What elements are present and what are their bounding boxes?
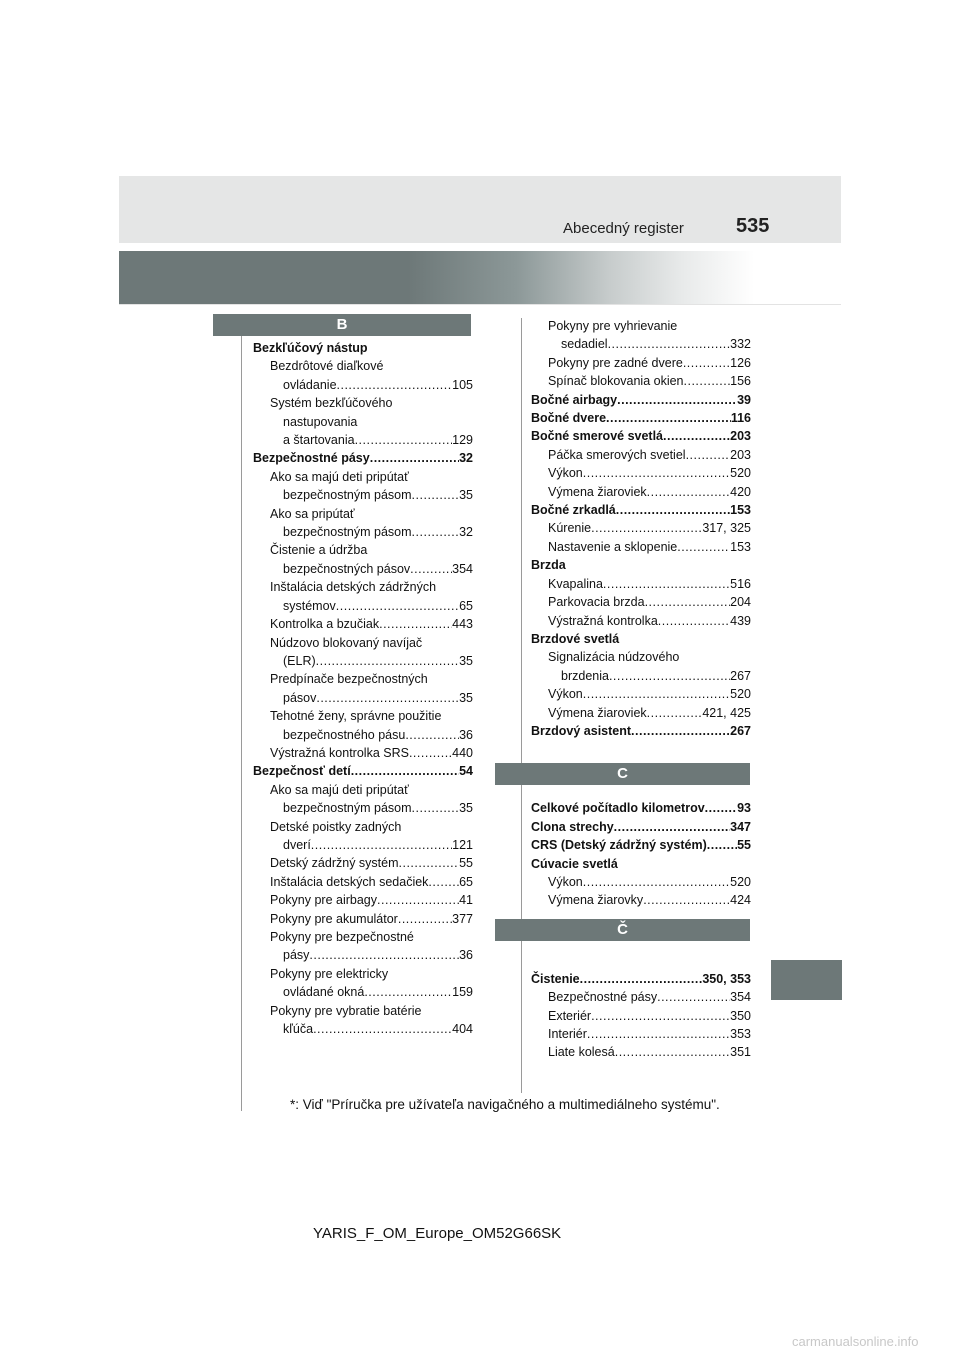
- index-entry: [253, 431, 473, 449]
- entry-label: Detské poistky zadných: [270, 819, 402, 834]
- entry-label: Výmena žiaroviek: [548, 484, 647, 499]
- leader-dots: [428, 670, 473, 688]
- entry-label: Pokyny pre bezpečnostné: [270, 930, 414, 944]
- index-entry: [531, 704, 751, 722]
- entry-page: 440: [452, 745, 473, 760]
- entry-page: 35: [459, 653, 473, 668]
- leader-dots: [316, 689, 459, 707]
- section-header-c-caron: Č: [495, 919, 750, 941]
- index-entry: [531, 855, 751, 873]
- index-entry: [531, 873, 751, 891]
- index-entry: [253, 339, 473, 357]
- leader-dots: [619, 630, 751, 648]
- entry-page: 36: [459, 727, 473, 742]
- entry-label: pásy: [283, 948, 310, 963]
- index-entry: [253, 597, 473, 615]
- entry-label: Bočné smerové svetlá: [531, 429, 664, 444]
- entry-page: 65: [459, 874, 473, 889]
- entry-label: Pokyny pre vyhrievanie: [548, 319, 678, 333]
- leader-dots: [591, 1007, 730, 1025]
- entry-label: Bezpečnostné pásy: [548, 990, 658, 1005]
- index-entry: [253, 689, 473, 707]
- leader-dots: [587, 1025, 730, 1043]
- entry-page: 267: [730, 668, 751, 683]
- entry-page: 203: [730, 429, 751, 444]
- chapter-tab: [771, 960, 842, 1000]
- entry-page: 55: [459, 856, 473, 871]
- entry-page: 516: [730, 576, 751, 591]
- index-entry: [531, 836, 751, 854]
- index-entry: [253, 615, 473, 633]
- entry-label: Pokyny pre akumulátor: [270, 911, 398, 926]
- header-divider: [119, 304, 841, 305]
- entry-label: Výstražná kontrolka: [548, 613, 658, 628]
- entry-label: Výkon: [548, 874, 583, 889]
- leader-dots: [337, 376, 453, 394]
- entry-label: (ELR): [283, 653, 316, 668]
- leader-dots: [409, 468, 473, 486]
- entry-page: 353: [730, 1027, 751, 1041]
- leader-dots: [603, 575, 730, 593]
- leader-dots: [631, 722, 730, 740]
- leader-dots: [684, 372, 731, 390]
- index-entry: [531, 1007, 751, 1025]
- leader-dots: [383, 357, 473, 375]
- entry-page: 520: [730, 874, 751, 889]
- index-entry: [253, 762, 473, 780]
- entry-label: bezpečnostným pásom: [283, 488, 412, 503]
- leader-dots: [422, 634, 473, 652]
- entry-page: 39: [737, 392, 751, 407]
- index-entry: [253, 357, 473, 375]
- index-entry: [253, 818, 473, 836]
- entry-label: pásov: [283, 690, 317, 705]
- entry-label: Brzda: [531, 558, 566, 573]
- index-entry: [531, 891, 751, 909]
- entry-label: Interiér: [548, 1027, 587, 1041]
- leader-dots: [647, 483, 730, 501]
- leader-dots: [645, 593, 731, 611]
- entry-page: 443: [452, 617, 473, 632]
- leader-dots: [368, 339, 473, 357]
- index-entry: [253, 394, 473, 412]
- leader-dots: [606, 409, 731, 427]
- index-entry: [531, 648, 751, 666]
- entry-label: a štartovania: [283, 433, 355, 448]
- leader-dots: [618, 855, 751, 873]
- entry-label: Páčka smerových svetiel: [548, 447, 686, 462]
- watermark: carmanualsonline.info: [792, 1334, 919, 1349]
- index-entry: [253, 799, 473, 817]
- index-entry: [531, 556, 751, 574]
- leader-dots: [412, 523, 460, 541]
- leader-dots: [647, 704, 703, 722]
- entry-label: Spínač blokovania okien: [548, 374, 684, 389]
- index-entry: [253, 707, 473, 725]
- entry-page: 35: [459, 801, 473, 816]
- entry-page: 267: [730, 723, 751, 738]
- entry-page: 347: [730, 819, 751, 834]
- entry-label: bezpečnostným pásom: [283, 525, 412, 540]
- index-entry: [253, 652, 473, 670]
- entry-page: 404: [452, 1022, 473, 1037]
- entry-label: Kvapalina: [548, 576, 603, 591]
- index-entry: [531, 391, 751, 409]
- entry-label: Bezdrôtové diaľkové: [270, 359, 384, 374]
- index-entry: [253, 910, 473, 928]
- entry-page: 126: [730, 355, 751, 370]
- header-bar: [119, 176, 841, 243]
- index-entry: [531, 427, 751, 445]
- index-entry: [253, 1002, 473, 1020]
- entry-label: Výstražná kontrolka SRS: [270, 745, 409, 760]
- entry-page: 332: [730, 337, 751, 352]
- entry-page: 105: [452, 377, 473, 392]
- entry-label: ovládané okná: [283, 985, 365, 1000]
- entry-label: kľúča: [283, 1022, 314, 1037]
- index-entry: [531, 988, 751, 1006]
- index-entry: [531, 464, 751, 482]
- entry-label: brzdenia: [561, 668, 609, 683]
- index-entry: [253, 1020, 473, 1038]
- middle-column-rule: [521, 318, 522, 1093]
- leader-dots: [609, 667, 730, 685]
- index-entry: [531, 575, 751, 593]
- entry-label: Tehotné ženy, správne použitie: [270, 709, 442, 724]
- index-entry: [531, 612, 751, 630]
- leader-dots: [580, 970, 703, 988]
- index-entry: [531, 354, 751, 372]
- index-entry: [531, 1043, 751, 1061]
- entry-label: Celkové počítadlo kilometrov: [531, 801, 705, 816]
- entry-label: Inštalácia detských sedačiek: [270, 874, 429, 889]
- entry-page: 354: [730, 990, 751, 1005]
- section-c: [531, 799, 751, 909]
- leader-dots: [608, 335, 731, 353]
- entry-label: bezpečnostného pásu: [283, 727, 406, 742]
- entry-label: dverí: [283, 837, 311, 852]
- entry-page: 35: [459, 488, 473, 503]
- entry-label: Bezpečnosť detí: [253, 764, 351, 779]
- entry-page: 153: [730, 503, 751, 518]
- index-entry: [531, 593, 751, 611]
- leader-dots: [409, 781, 473, 799]
- entry-label: Kúrenie: [548, 521, 592, 536]
- entry-page: 54: [459, 764, 473, 779]
- leader-dots: [405, 726, 459, 744]
- entry-label: Pokyny pre airbagy: [270, 893, 378, 908]
- entry-page: 420: [730, 484, 751, 499]
- index-entry: [531, 667, 751, 685]
- leader-dots: [677, 538, 730, 556]
- index-entry: [253, 376, 473, 394]
- entry-label: Systém bezkľúčového: [270, 396, 393, 411]
- leader-dots: [421, 1002, 473, 1020]
- entry-label: Výmena žiarovky: [548, 893, 644, 908]
- entry-label: Núdzovo blokovaný navíjač: [270, 635, 423, 650]
- index-entry: [531, 1025, 751, 1043]
- index-entry: [253, 541, 473, 559]
- leader-dots: [441, 707, 473, 725]
- leader-dots: [707, 836, 737, 854]
- entry-label: Výkon: [548, 466, 583, 481]
- entry-page: 129: [452, 433, 473, 448]
- leader-dots: [583, 464, 730, 482]
- index-entry: [531, 446, 751, 464]
- index-entry: [253, 928, 473, 946]
- index-entry: [253, 744, 473, 762]
- entry-label: Exteriér: [548, 1008, 592, 1023]
- footnote: *: Viď "Príručka pre užívateľa navigačného a multimediálneho systému".: [290, 1097, 720, 1112]
- entry-label: sedadiel: [561, 337, 608, 352]
- leader-dots: [414, 928, 473, 946]
- entry-page: 121: [452, 837, 473, 852]
- index-entry: [253, 560, 473, 578]
- index-entry: [253, 781, 473, 799]
- index-entry: [253, 836, 473, 854]
- entry-label: bezpečnostných pásov: [283, 561, 411, 576]
- leader-dots: [367, 541, 473, 559]
- entry-page: 439: [730, 613, 751, 628]
- index-entry: [253, 726, 473, 744]
- leader-dots: [309, 946, 459, 964]
- index-entry: [253, 946, 473, 964]
- section-header-b: B: [213, 314, 471, 336]
- entry-page: 520: [730, 687, 751, 702]
- leader-dots: [683, 354, 730, 372]
- entry-label: Čistenie: [531, 971, 580, 986]
- leader-dots: [388, 965, 473, 983]
- entry-label: nastupovania: [283, 414, 358, 429]
- entry-label: Predpínače bezpečnostných: [270, 672, 428, 687]
- entry-label: Liate kolesá: [548, 1045, 615, 1060]
- entry-page: 93: [737, 801, 751, 816]
- entry-page: 41: [459, 893, 473, 908]
- entry-page: 159: [452, 985, 473, 1000]
- index-entry: [531, 409, 751, 427]
- leader-dots: [311, 836, 452, 854]
- entry-page: 55: [737, 838, 751, 853]
- entry-label: Nastavenie a sklopenie: [548, 539, 678, 554]
- index-entry: [531, 630, 751, 648]
- index-column-right: [531, 317, 751, 1062]
- leader-dots: [663, 427, 730, 445]
- index-entry: [253, 634, 473, 652]
- entry-label: Pokyny pre vybratie batérie: [270, 1003, 422, 1018]
- leader-dots: [370, 449, 459, 467]
- entry-label: Čistenie a údržba: [270, 543, 368, 558]
- entry-label: Signalizácia núdzového: [548, 650, 680, 665]
- entry-label: Bočné dvere: [531, 411, 607, 426]
- page-number: 535: [736, 215, 770, 237]
- entry-page: 116: [730, 411, 751, 426]
- index-entry: [253, 486, 473, 504]
- entry-page: 156: [730, 374, 751, 389]
- entry-label: Cúvacie svetlá: [531, 856, 618, 871]
- entry-label: Kontrolka a bzučiak: [270, 617, 380, 632]
- entry-page: 153: [730, 539, 751, 554]
- leader-dots: [355, 431, 453, 449]
- entry-label: Ako sa pripútať: [270, 506, 355, 521]
- leader-dots: [412, 799, 460, 817]
- entry-label: Pokyny pre zadné dvere: [548, 355, 683, 370]
- index-entry: [531, 799, 751, 817]
- entry-page: 350: [730, 1008, 751, 1023]
- entry-page: 351: [730, 1045, 751, 1060]
- leader-dots: [313, 1020, 452, 1038]
- index-entry: [253, 891, 473, 909]
- left-column-rule: [241, 318, 242, 1111]
- leader-dots: [355, 505, 473, 523]
- page-title: Abecedný register: [563, 220, 684, 237]
- index-entry: [253, 523, 473, 541]
- leader-dots: [409, 744, 452, 762]
- leader-dots: [410, 560, 452, 578]
- leader-dots: [643, 891, 730, 909]
- leader-dots: [392, 394, 473, 412]
- entry-label: Clona strechy: [531, 819, 614, 834]
- entry-label: Ako sa majú deti pripútať: [270, 469, 409, 484]
- leader-dots: [377, 891, 459, 909]
- entry-page: 424: [730, 893, 751, 908]
- leader-dots: [398, 910, 452, 928]
- entry-page: 204: [730, 595, 751, 610]
- index-entry: [531, 538, 751, 556]
- index-entry: [253, 505, 473, 523]
- index-entry: [253, 873, 473, 891]
- leader-dots: [351, 762, 459, 780]
- entry-page: 36: [459, 948, 473, 963]
- entry-page: 317, 325: [702, 521, 751, 536]
- leader-dots: [583, 873, 730, 891]
- leader-dots: [614, 818, 730, 836]
- leader-dots: [658, 612, 730, 630]
- leader-dots: [566, 556, 751, 574]
- entry-page: 377: [452, 911, 473, 926]
- entry-label: Detský zádržný systém: [270, 856, 399, 871]
- entry-label: Výkon: [548, 687, 583, 702]
- entry-page: 32: [459, 451, 473, 466]
- entry-page: 32: [459, 525, 473, 540]
- index-entry: [253, 983, 473, 1001]
- entry-label: Bočné airbagy: [531, 392, 618, 407]
- section-c-caron: [531, 970, 751, 1062]
- index-entry: [531, 483, 751, 501]
- index-entry: [253, 578, 473, 596]
- leader-dots: [591, 519, 702, 537]
- index-column-left: [253, 339, 473, 1038]
- leader-dots: [679, 648, 751, 666]
- entry-label: Bočné zrkadlá: [531, 503, 616, 518]
- index-entry: [253, 468, 473, 486]
- entry-label: Brzdové svetlá: [531, 631, 620, 646]
- leader-dots: [657, 988, 730, 1006]
- index-entry: [253, 670, 473, 688]
- leader-dots: [705, 799, 737, 817]
- entry-label: Bezkľúčový nástup: [253, 341, 368, 355]
- section-header-c: C: [495, 763, 750, 785]
- entry-page: 354: [452, 561, 473, 576]
- leader-dots: [615, 1043, 730, 1061]
- leader-dots: [616, 501, 730, 519]
- entry-page: 350, 353: [702, 971, 751, 986]
- leader-dots: [364, 983, 452, 1001]
- index-entry: [531, 722, 751, 740]
- entry-label: Výmena žiaroviek: [548, 705, 647, 720]
- index-entry: [531, 501, 751, 519]
- entry-label: Pokyny pre elektricky: [270, 966, 389, 981]
- entry-page: 203: [730, 447, 751, 462]
- index-entry: [253, 854, 473, 872]
- index-entry: [253, 413, 473, 431]
- entry-label: Bezpečnostné pásy: [253, 451, 370, 466]
- entry-label: Ako sa majú deti pripútať: [270, 782, 409, 797]
- leader-dots: [399, 854, 460, 872]
- leader-dots: [401, 818, 473, 836]
- index-entry: [531, 335, 751, 353]
- entry-label: systémov: [283, 598, 336, 613]
- index-entry: [531, 818, 751, 836]
- entry-label: CRS (Detský zádržný systém): [531, 838, 707, 853]
- header-gradient-band: [119, 251, 841, 304]
- entry-page: 35: [459, 690, 473, 705]
- entry-label: ovládanie: [283, 377, 337, 392]
- entry-label: Brzdový asistent: [531, 723, 632, 738]
- leader-dots: [583, 685, 730, 703]
- leader-dots: [686, 446, 731, 464]
- leader-dots: [316, 652, 459, 670]
- entry-label: Inštalácia detských zádržných: [270, 580, 437, 595]
- leader-dots: [436, 578, 473, 596]
- index-entry: [531, 317, 751, 335]
- leader-dots: [336, 597, 459, 615]
- leader-dots: [412, 486, 460, 504]
- index-entry: [253, 965, 473, 983]
- entry-page: 65: [459, 598, 473, 613]
- entry-label: Parkovacia brzda: [548, 595, 645, 610]
- index-entry: [531, 519, 751, 537]
- index-entry: [253, 449, 473, 467]
- leader-dots: [428, 873, 459, 891]
- index-entry: [531, 685, 751, 703]
- leader-dots: [617, 391, 737, 409]
- leader-dots: [379, 615, 452, 633]
- document-code: YARIS_F_OM_Europe_OM52G66SK: [313, 1225, 562, 1242]
- entry-label: bezpečnostným pásom: [283, 801, 412, 816]
- index-entry: [531, 372, 751, 390]
- leader-dots: [357, 413, 473, 431]
- entry-page: 520: [730, 466, 751, 481]
- leader-dots: [677, 317, 751, 335]
- entry-page: 421, 425: [702, 705, 751, 720]
- index-entry: [531, 970, 751, 988]
- section-b-continued: [531, 317, 751, 740]
